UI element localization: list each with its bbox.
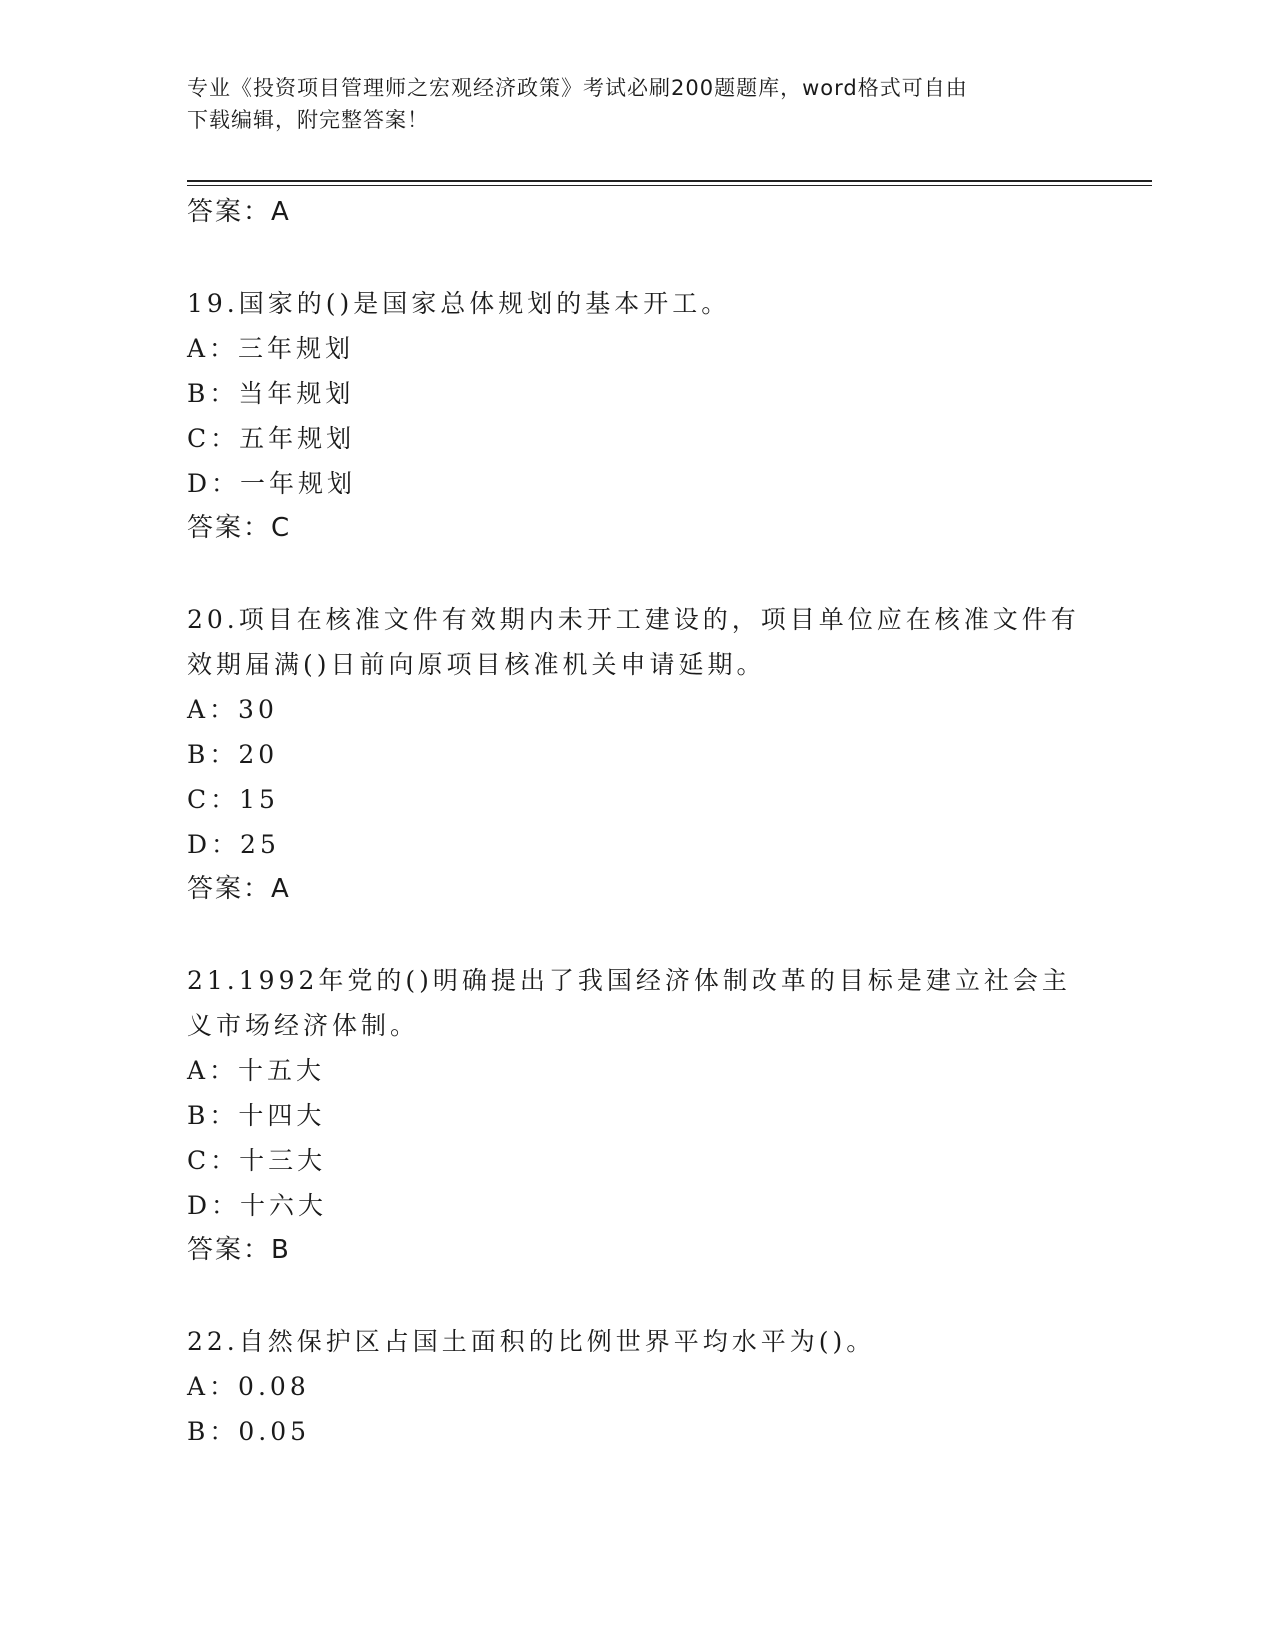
question-21-option-d: D：十六大: [187, 1191, 328, 1220]
question-19-text: 19.国家的()是国家总体规划的基本开工。: [187, 289, 731, 318]
question-19-option-b: B：当年规划: [187, 379, 355, 408]
question-20-option-c: C：15: [187, 785, 279, 814]
question-21-answer: 答案：B: [187, 1235, 291, 1265]
question-19-option-d: D：一年规划: [187, 469, 357, 498]
question-21-option-a: A：十五大: [187, 1056, 326, 1085]
question-21-option-b: B：十四大: [187, 1101, 326, 1130]
question-21-text: 21.1992年党的()明确提出了我国经济体制改革的目标是建立社会主义市场经济体制。: [187, 966, 1071, 1040]
header-rule-thin: [187, 185, 1152, 186]
header-line-1: 专业《投资项目管理师之宏观经济政策》考试必刷200题题库，word格式可自由: [187, 76, 968, 100]
question-19-option-c: C：五年规划: [187, 424, 356, 453]
question-list: [187, 190, 1152, 1454]
question-19-answer: 答案：C: [187, 513, 292, 543]
question-20-option-b: B：20: [187, 740, 279, 769]
question-22-option-a: A：0.08: [187, 1372, 310, 1401]
document-header: [187, 72, 1087, 136]
question-20-option-a: A：30: [187, 695, 278, 724]
answer-line: 答案：A: [187, 197, 291, 227]
question-20-option-d: D：25: [187, 830, 280, 859]
header-line-2: 下载编辑，附完整答案！: [187, 108, 429, 132]
question-19-option-a: A：三年规划: [187, 334, 355, 363]
question-20-answer: 答案：A: [187, 874, 291, 904]
question-22-text: 22.自然保护区占国土面积的比例世界平均水平为()。: [187, 1327, 876, 1356]
question-21-option-c: C：十三大: [187, 1146, 327, 1175]
question-22-option-b: B：0.05: [187, 1417, 311, 1446]
question-20-text: 20.项目在核准文件有效期内未开工建设的，项目单位应在核准文件有效期届满()日前向原项目核准机关申请延期。: [187, 605, 1080, 679]
header-rule-thick: [187, 180, 1152, 182]
